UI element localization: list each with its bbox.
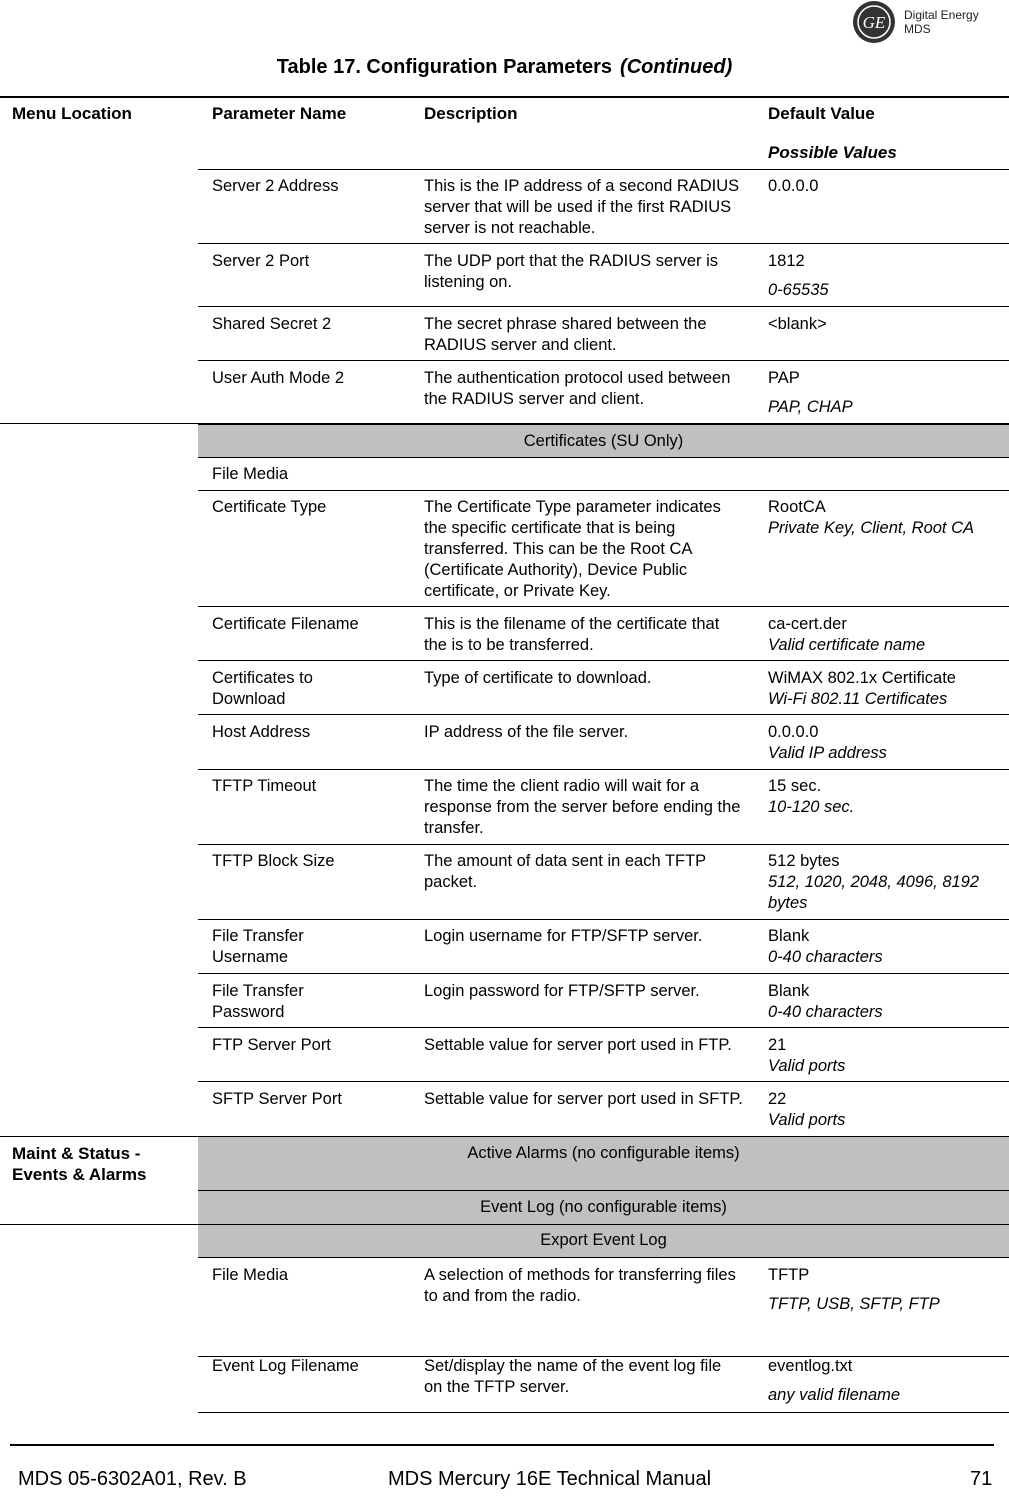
param-default: 21 bbox=[768, 1036, 787, 1054]
row-rule bbox=[198, 306, 1009, 307]
param-possible: Valid IP address bbox=[768, 744, 887, 762]
param-possible: 0-40 characters bbox=[768, 1003, 883, 1021]
file-media-label: File Media bbox=[212, 465, 289, 483]
footer-rule bbox=[10, 1444, 994, 1446]
param-default: 22 bbox=[768, 1090, 787, 1108]
param-name: User Auth Mode 2 bbox=[212, 369, 345, 387]
param-description: This is the filename of the certificate that the is to be transferred. bbox=[424, 615, 720, 654]
param-name: TFTP Timeout bbox=[212, 777, 317, 795]
param-default: 15 sec. bbox=[768, 777, 822, 795]
param-description: The time the client radio will wait for a response from the server before ending the transfer. bbox=[424, 777, 741, 837]
col-header-menu-location: Menu Location bbox=[12, 104, 132, 123]
footer-page-number: 71 bbox=[970, 1468, 993, 1490]
param-default: TFTP bbox=[768, 1266, 810, 1284]
param-description: Settable value for server port used in SFTP. bbox=[424, 1090, 743, 1108]
table-top-rule bbox=[0, 96, 1009, 98]
param-name: SFTP Server Port bbox=[212, 1090, 342, 1108]
param-name: Shared Secret 2 bbox=[212, 315, 332, 333]
param-description: The Certificate Type parameter indicates the specific certificate that is being transferred. This can be the Root CA (Certificate Authority), Device Public certificate, or Private Key. bbox=[424, 498, 721, 600]
param-possible: 0-65535 bbox=[768, 281, 829, 299]
param-default: ca-cert.der bbox=[768, 615, 847, 633]
row-rule bbox=[198, 844, 1009, 845]
row-rule bbox=[198, 243, 1009, 244]
param-name: Certificates to Download bbox=[212, 669, 313, 708]
param-default: 0.0.0.0 bbox=[768, 723, 819, 741]
param-description: Settable value for server port used in FTP. bbox=[424, 1036, 732, 1054]
col-header-default-value: Default Value bbox=[768, 104, 875, 123]
table-title bbox=[0, 56, 1009, 79]
param-default: Blank bbox=[768, 927, 810, 945]
param-description: Type of certificate to download. bbox=[424, 669, 652, 687]
param-name: Event Log Filename bbox=[212, 1357, 359, 1375]
param-default: eventlog.txt bbox=[768, 1357, 853, 1375]
row-rule bbox=[198, 714, 1009, 715]
table-title-main: Table 17. Configuration Parameters bbox=[276, 56, 613, 78]
row-rule bbox=[198, 660, 1009, 661]
row-rule bbox=[198, 606, 1009, 607]
param-name: File Media bbox=[212, 1266, 289, 1284]
param-possible: 512, 1020, 2048, 4096, 8192 bytes bbox=[768, 873, 980, 912]
table-title-suffix: (Continued) bbox=[620, 56, 733, 78]
param-description: This is the IP address of a second RADIUS server that will be used if the first RADIUS server is not reachable. bbox=[424, 177, 740, 237]
param-possible: Valid ports bbox=[768, 1057, 846, 1075]
param-name: File Transfer Password bbox=[212, 982, 304, 1021]
param-default: Blank bbox=[768, 982, 810, 1000]
col-header-possible-values: Possible Values bbox=[768, 143, 897, 162]
section-rule bbox=[0, 1224, 198, 1225]
row-rule bbox=[198, 769, 1009, 770]
ge-monogram-icon bbox=[852, 0, 896, 44]
param-description: Set/display the name of the event log file on the TFTP server. bbox=[424, 1357, 722, 1396]
param-default: PAP bbox=[768, 369, 800, 387]
param-default: 0.0.0.0 bbox=[768, 177, 819, 195]
section-band-export-event-log: Export Event Log bbox=[198, 1225, 1009, 1258]
svg-text:GE: GE bbox=[862, 13, 886, 32]
footer-manual-title: MDS Mercury 16E Technical Manual bbox=[388, 1468, 712, 1490]
param-description: The authentication protocol used between the RADIUS server and client. bbox=[424, 369, 731, 408]
row-rule bbox=[198, 360, 1009, 361]
param-name: File Transfer Username bbox=[212, 927, 304, 966]
param-description: Login username for FTP/SFTP server. bbox=[424, 927, 703, 945]
param-name: Certificate Filename bbox=[212, 615, 359, 633]
param-name: TFTP Block Size bbox=[212, 852, 335, 870]
param-possible: 10-120 sec. bbox=[768, 798, 855, 816]
row-rule bbox=[198, 919, 1009, 920]
header-rule bbox=[198, 169, 1009, 170]
param-name: Server 2 Port bbox=[212, 252, 310, 270]
param-possible: Valid ports bbox=[768, 1111, 846, 1129]
row-rule bbox=[198, 1081, 1009, 1082]
param-description: Login password for FTP/SFTP server. bbox=[424, 982, 700, 1000]
param-possible: PAP, CHAP bbox=[768, 398, 853, 416]
param-name: FTP Server Port bbox=[212, 1036, 331, 1054]
section-band-certificates: Certificates (SU Only) bbox=[198, 424, 1009, 458]
param-possible: Valid certificate name bbox=[768, 636, 926, 654]
param-possible: TFTP, USB, SFTP, FTP bbox=[768, 1295, 940, 1313]
param-default: 1812 bbox=[768, 252, 805, 270]
param-possible: Wi-Fi 802.11 Certificates bbox=[768, 690, 948, 708]
param-name: Server 2 Address bbox=[212, 177, 339, 195]
footer-doc-number: MDS 05-6302A01, Rev. B bbox=[18, 1468, 247, 1490]
param-name: Certificate Type bbox=[212, 498, 327, 516]
row-rule bbox=[198, 490, 1009, 491]
brand-line2: MDS bbox=[904, 22, 931, 36]
param-description: The secret phrase shared between the RADIUS server and client. bbox=[424, 315, 707, 354]
section-band-event-log: Event Log (no configurable items) bbox=[198, 1191, 1009, 1225]
ge-logo bbox=[852, 0, 979, 44]
param-possible: 0-40 characters bbox=[768, 948, 883, 966]
menu-location-maint-status: Maint & Status - Events & Alarms bbox=[12, 1144, 147, 1184]
param-name: Host Address bbox=[212, 723, 311, 741]
row-rule bbox=[198, 973, 1009, 974]
section-band-active-alarms: Active Alarms (no configurable items) bbox=[198, 1137, 1009, 1191]
row-rule bbox=[198, 1412, 1009, 1413]
param-possible: Private Key, Client, Root CA bbox=[768, 519, 975, 537]
param-description: The UDP port that the RADIUS server is listening on. bbox=[424, 252, 719, 291]
param-default: <blank> bbox=[768, 315, 827, 333]
row-rule bbox=[198, 1027, 1009, 1028]
param-possible: any valid filename bbox=[768, 1386, 901, 1404]
brand-name bbox=[904, 8, 979, 36]
param-default: WiMAX 802.1x Certificate bbox=[768, 669, 956, 687]
param-description: The amount of data sent in each TFTP packet. bbox=[424, 852, 706, 891]
param-description: A selection of methods for transferring files to and from the radio. bbox=[424, 1266, 736, 1305]
param-default: RootCA bbox=[768, 498, 826, 516]
col-header-parameter-name: Parameter Name bbox=[212, 104, 347, 123]
brand-line1: Digital Energy bbox=[904, 8, 979, 22]
param-default: 512 bytes bbox=[768, 852, 840, 870]
col-header-description: Description bbox=[424, 104, 518, 123]
param-description: IP address of the file server. bbox=[424, 723, 629, 741]
